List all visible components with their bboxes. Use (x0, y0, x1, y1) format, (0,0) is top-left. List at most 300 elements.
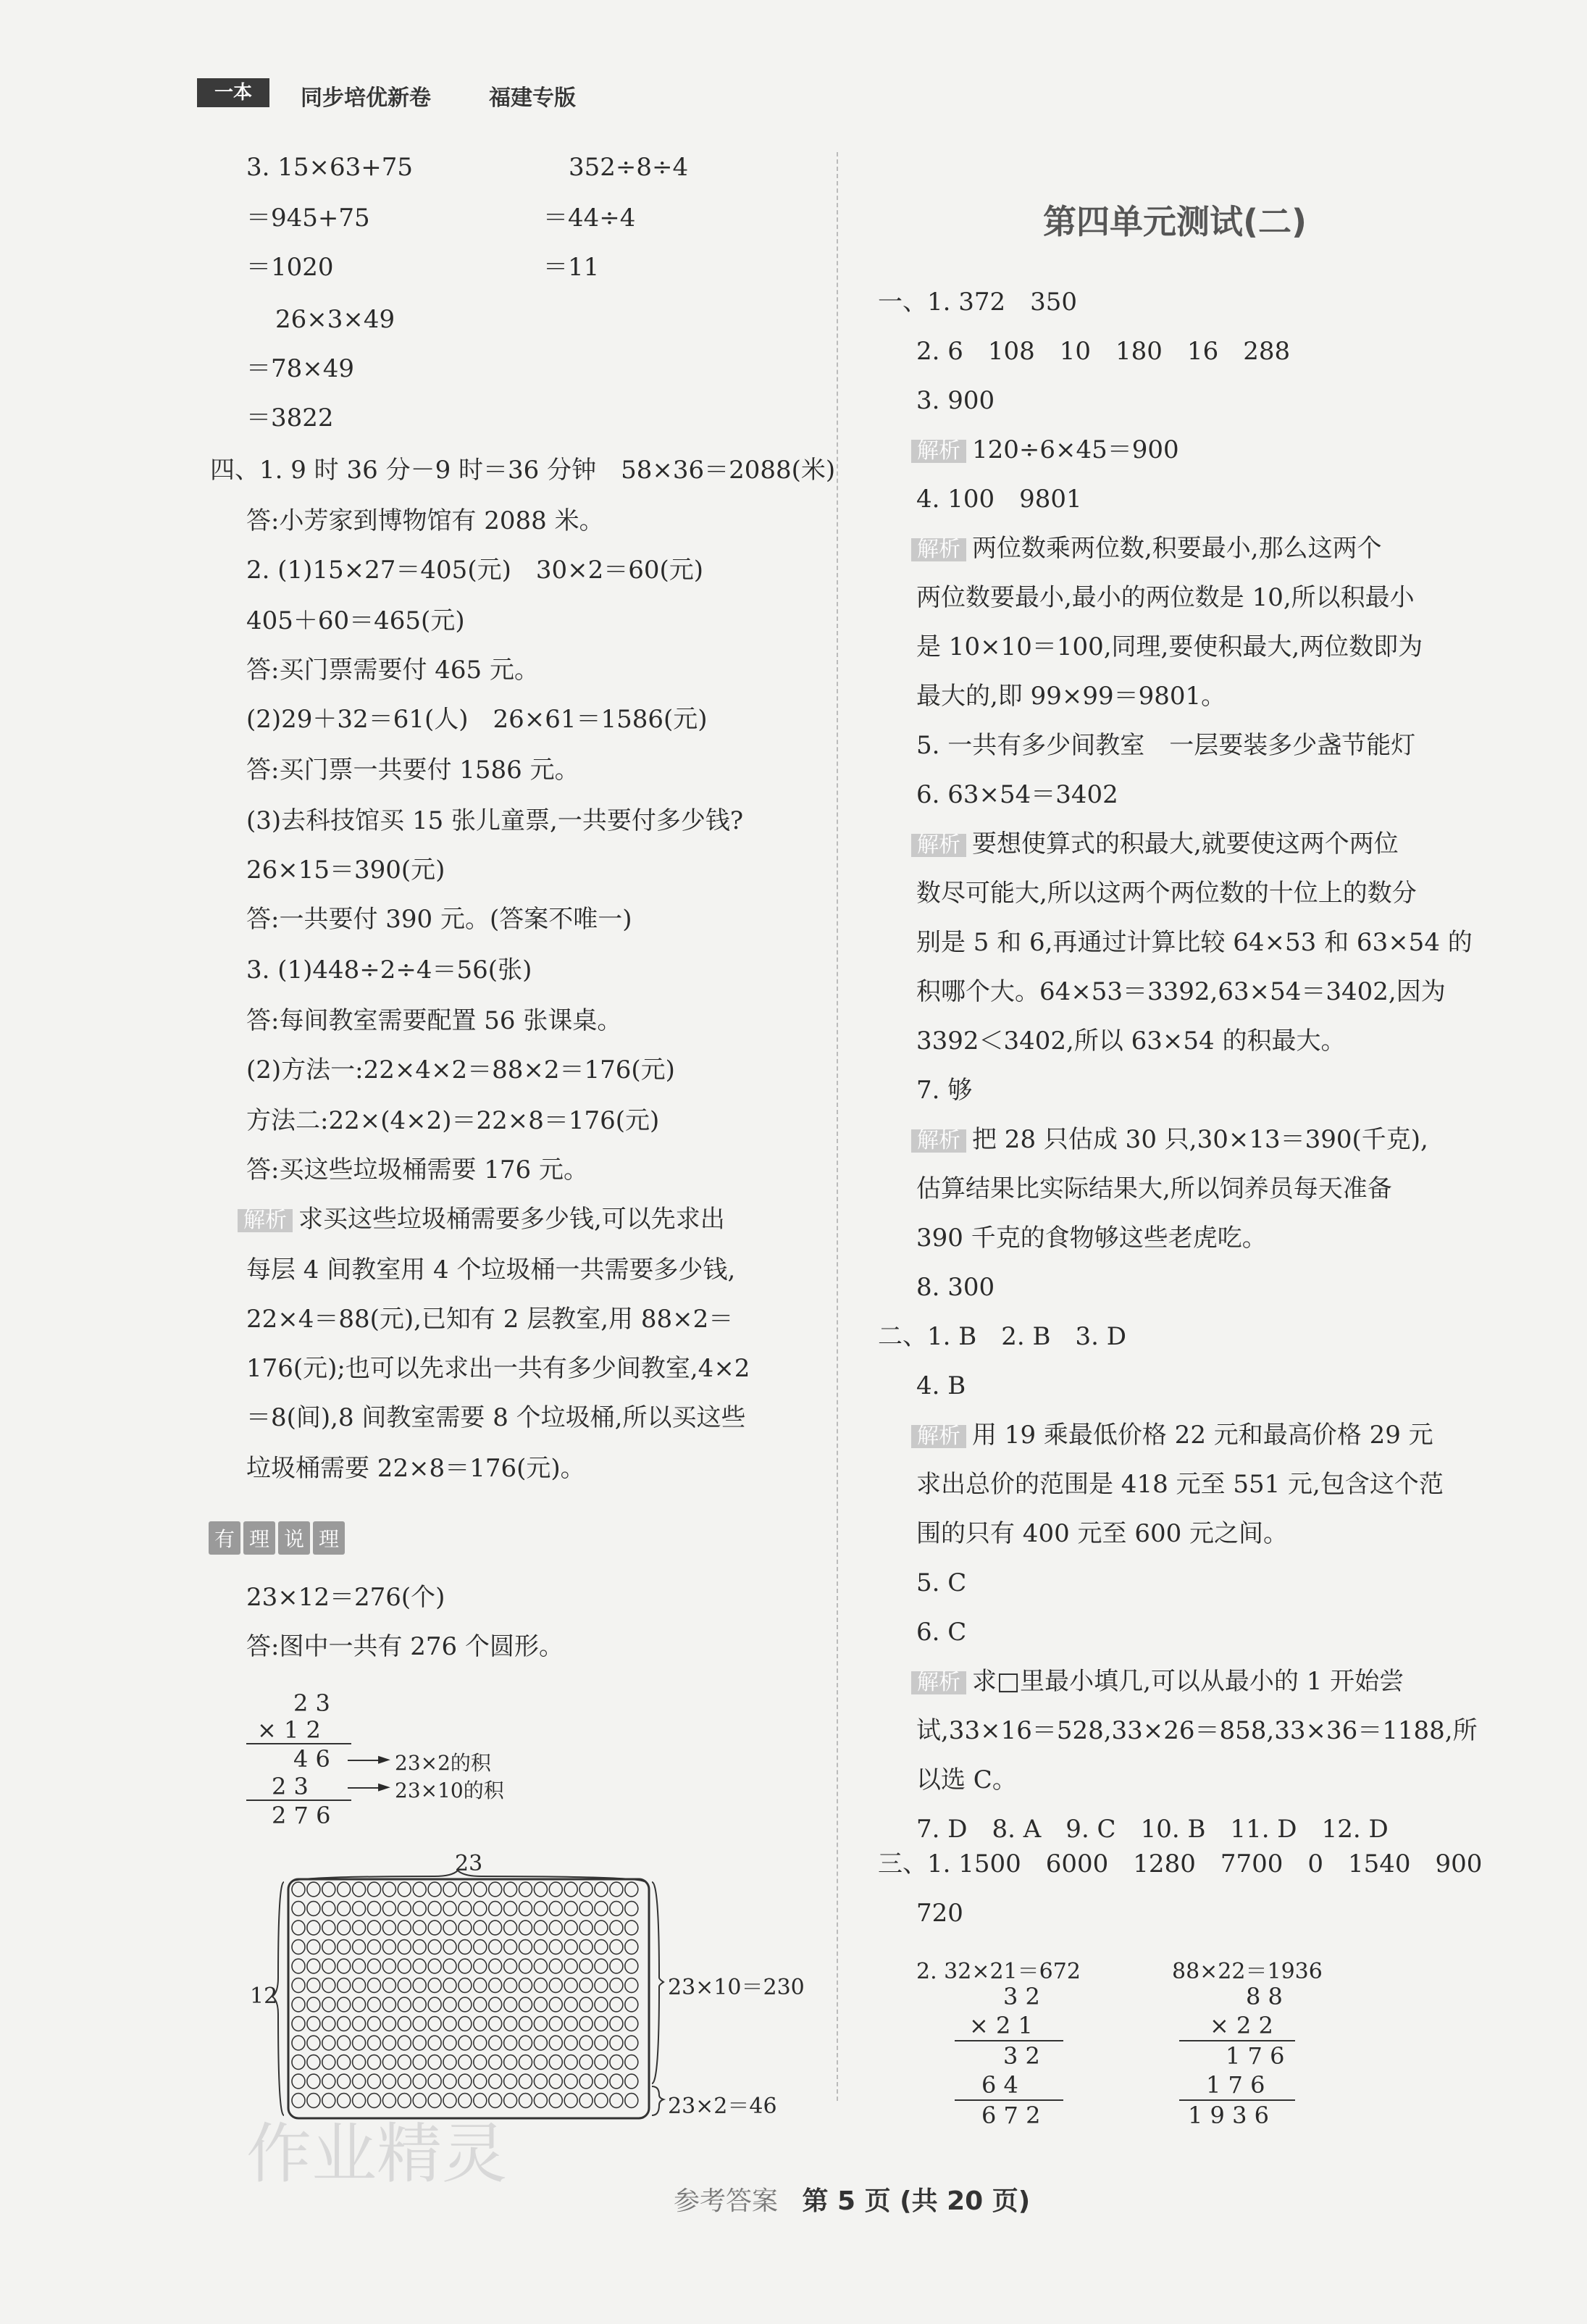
grid-circle (564, 2017, 577, 2031)
grid-circle (519, 2017, 532, 2031)
grid-circle (504, 2055, 517, 2070)
top-brace (291, 1871, 645, 1882)
grid-circle (534, 1959, 547, 1973)
grid-circle (353, 1920, 366, 1935)
grid-circle (338, 2036, 351, 2050)
grid-circle (353, 2055, 366, 2070)
grid-circle (549, 2055, 562, 2070)
grid-circle (610, 1959, 623, 1973)
grid-circle (292, 1940, 305, 1955)
grid-circle (579, 1920, 592, 1935)
answer-line: 23×12＝276(个) (246, 1583, 445, 1612)
answer-line: 3. 900 (916, 386, 995, 415)
grid-circle (307, 1997, 320, 2012)
section-title: 第四单元测试(二) (1043, 202, 1307, 241)
answer-line: 26×15＝390(元) (246, 856, 445, 885)
grid-circle (595, 1920, 608, 1935)
vm-row: 3 2 (1003, 2042, 1040, 2070)
grid-circle (338, 2017, 351, 2031)
calc-line: 3. 15×63+75 (246, 153, 414, 182)
vm-line (1179, 2099, 1295, 2101)
analysis-tag: 解析 (911, 1129, 966, 1153)
analysis-tag: 解析 (911, 1425, 966, 1448)
grid-circle (382, 2055, 395, 2070)
grid-circle (353, 1997, 366, 2012)
grid-circle (564, 2094, 577, 2108)
grid-circle (368, 1882, 381, 1897)
analysis-line: 解析 要想使算式的积最大,就要使这两个两位 (911, 832, 1399, 857)
grid-circle (504, 2017, 517, 2031)
grid-circle (534, 1978, 547, 1993)
analysis-line: 22×4＝88(元),已知有 2 层教室,用 88×2＝ (246, 1305, 734, 1334)
grid-circle (595, 1997, 608, 2012)
answer-line: 方法二:22×(4×2)＝22×8＝176(元) (246, 1106, 660, 1135)
grid-circle (595, 1978, 608, 1993)
answer-line: 405＋60＝465(元) (246, 606, 465, 635)
series-title: 同步培优新卷 (301, 85, 431, 111)
grid-circle (564, 2036, 577, 2050)
grid-circle (534, 1920, 547, 1935)
grid-circle (625, 1882, 638, 1897)
grid-circle (519, 1978, 532, 1993)
grid-circle (428, 1902, 441, 1916)
grid-circle (382, 1920, 395, 1935)
analysis-line: 以选 C。 (916, 1765, 1017, 1794)
circles-group (292, 1882, 638, 2107)
grid-circle (519, 1882, 532, 1897)
answer-line: 5. 一共有多少间教室 一层要装多少盏节能灯 (916, 731, 1416, 760)
grid-circle (443, 1978, 456, 1993)
grid-circle (368, 1902, 381, 1916)
grid-circle (579, 1902, 592, 1916)
grid-circle (489, 2036, 502, 2050)
vm-line (246, 1743, 351, 1744)
grid-circle (579, 2036, 592, 2050)
grid-circle (368, 2074, 381, 2089)
answer-line: 7. 够 (916, 1076, 973, 1105)
answer-line: 二、1. B 2. B 3. D (878, 1322, 1126, 1351)
grid-circle (292, 1959, 305, 1973)
grid-circle (368, 1920, 381, 1935)
grid-circle (398, 1997, 411, 2012)
grid-circle (292, 2074, 305, 2089)
analysis-line: 积哪个大。64×53＝3392,63×54＝3402,因为 (916, 977, 1446, 1006)
grid-circle (382, 2036, 395, 2050)
grid-circle (338, 1978, 351, 1993)
grid-circle (398, 1902, 411, 1916)
grid-circle (474, 1997, 487, 2012)
grid-circle (338, 1882, 351, 1897)
grid-circle (353, 1902, 366, 1916)
grid-circle (353, 1978, 366, 1993)
answer-line: 8. 300 (916, 1273, 995, 1302)
grid-circle (292, 2055, 305, 2070)
grid-circle (579, 1959, 592, 1973)
analysis-line: 解析 用 19 乘最低价格 22 元和最高价格 29 元 (911, 1423, 1433, 1448)
calc-line: 26×3×49 (275, 305, 395, 334)
grid-circle (534, 2036, 547, 2050)
grid-circle (549, 2036, 562, 2050)
grid-circle (338, 2074, 351, 2089)
vm-row: 1 9 3 6 (1188, 2102, 1269, 2129)
grid-circle (534, 1997, 547, 2012)
grid-circle (595, 1959, 608, 1973)
grid-circle (610, 2017, 623, 2031)
grid-circle (610, 2036, 623, 2050)
grid-circle (519, 2074, 532, 2089)
grid-circle (382, 2074, 395, 2089)
grid-circle (595, 1902, 608, 1916)
grid-circle (443, 2036, 456, 2050)
grid-circle (398, 1978, 411, 1993)
grid-circle (292, 1997, 305, 2012)
grid-circle (307, 1940, 320, 1955)
grid-circle (413, 2055, 426, 2070)
grid-circle (534, 2017, 547, 2031)
grid-circle (519, 1902, 532, 1916)
vm-row: × 2 2 (1210, 2012, 1273, 2039)
grid-circle (413, 1902, 426, 1916)
vm-row: × 2 1 (969, 2012, 1033, 2039)
analysis-line: 别是 5 和 6,再通过计算比较 64×53 和 63×54 的 (916, 928, 1473, 957)
grid-circle (338, 2055, 351, 2070)
grid-circle (579, 2074, 592, 2089)
grid-circle (443, 1997, 456, 2012)
grid-circle (322, 2036, 335, 2050)
grid-left-label: 12 (250, 1984, 278, 2009)
grid-circle (564, 1997, 577, 2012)
answer-line: 答:一共要付 390 元。(答案不唯一) (246, 905, 632, 934)
grid-circle (534, 2074, 547, 2089)
analysis-line: 176(元);也可以先求出一共有多少间教室,4×2 (246, 1354, 750, 1383)
vm-row: × 1 2 (257, 1716, 321, 1744)
grid-circle (474, 1882, 487, 1897)
grid-circle (610, 1997, 623, 2012)
grid-circle (489, 2055, 502, 2070)
grid-circle (353, 2036, 366, 2050)
footer (674, 2181, 1030, 2218)
grid-circle (368, 1940, 381, 1955)
grid-circle (413, 1959, 426, 1973)
grid-circle (595, 2094, 608, 2108)
grid-circle (625, 2094, 638, 2108)
grid-circle (428, 1997, 441, 2012)
grid-circle (595, 1940, 608, 1955)
grid-circle (625, 1920, 638, 1935)
answer-line: 6. 63×54＝3402 (916, 780, 1118, 809)
grid-circle (458, 2074, 472, 2089)
answer-line: 答:买门票需要付 465 元。 (246, 656, 539, 685)
vm-row: 8 8 (1246, 1983, 1283, 2010)
grid-circle (519, 2036, 532, 2050)
grid-circle (458, 1997, 472, 2012)
vm-row: 1 7 6 (1226, 2042, 1285, 2070)
grid-circle (307, 1978, 320, 1993)
grid-circle (564, 1902, 577, 1916)
grid-circle (382, 1882, 395, 1897)
grid-right-label: 23×10＝230 (668, 1975, 805, 2000)
grid-circle (322, 1940, 335, 1955)
grid-circle (534, 1882, 547, 1897)
grid-circle (549, 1920, 562, 1935)
grid-circle (443, 1920, 456, 1935)
grid-circle (443, 2074, 456, 2089)
column-divider (837, 152, 838, 2101)
grid-circle (338, 1959, 351, 1973)
grid-circle (458, 1902, 472, 1916)
answer-line: 一、1. 372 350 (878, 288, 1078, 317)
grid-circle (595, 2017, 608, 2031)
grid-circle (292, 1920, 305, 1935)
grid-circle (579, 2055, 592, 2070)
grid-circle (504, 2036, 517, 2050)
grid-circle (458, 1959, 472, 1973)
analysis-line: 估算结果比实际结果大,所以饲养员每天准备 (916, 1174, 1392, 1203)
grid-circle (474, 1940, 487, 1955)
analysis-tag: 解析 (911, 538, 966, 561)
arrow-icon: ► (378, 1750, 390, 1768)
grid-circle (579, 1978, 592, 1993)
grid-circle (458, 1882, 472, 1897)
grid-circle (474, 2074, 487, 2089)
grid-circle (413, 1882, 426, 1897)
grid-circle (428, 1959, 441, 1973)
grid-circle (504, 1978, 517, 1993)
grid-circle (398, 1959, 411, 1973)
grid-circle (519, 2094, 532, 2108)
grid-circle (579, 1940, 592, 1955)
grid-circle (610, 1978, 623, 1993)
grid-circle (489, 1978, 502, 1993)
calc-line: 352÷8÷4 (569, 153, 689, 182)
calc-line: ＝945+75 (246, 204, 370, 233)
grid-circle (307, 1959, 320, 1973)
grid-circle (428, 1882, 441, 1897)
grid-circle (595, 2055, 608, 2070)
vm-annotation: 23×2的积 (395, 1751, 491, 1775)
grid-circle (595, 1882, 608, 1897)
grid-circle (610, 1902, 623, 1916)
grid-circle (368, 2055, 381, 2070)
grid-circle (382, 1997, 395, 2012)
brand-logo: 一本 (197, 78, 269, 107)
grid-circle (322, 1902, 335, 1916)
vm-row: 3 2 (1003, 1983, 1040, 2010)
answer-line: 2. 6 108 10 180 16 288 (916, 337, 1291, 366)
grid-circle (322, 1882, 335, 1897)
grid-circle (519, 1959, 532, 1973)
grid-circle (474, 1959, 487, 1973)
grid-right-label: 23×2＝46 (668, 2094, 777, 2119)
grid-circle (382, 1940, 395, 1955)
grid-circle (338, 1997, 351, 2012)
grid-circle (549, 1997, 562, 2012)
vm-row: 6 4 (981, 2071, 1018, 2099)
answer-line: (2)方法一:22×4×2＝88×2＝176(元) (246, 1056, 675, 1084)
grid-circle (474, 1978, 487, 1993)
grid-circle (489, 1902, 502, 1916)
grid-circle (443, 1959, 456, 1973)
analysis-line: 最大的,即 99×99＝9801。 (916, 682, 1226, 711)
grid-circle (443, 2017, 456, 2031)
grid-circle (625, 1978, 638, 1993)
analysis-line: 两位数要最小,最小的两位数是 10,所以积最小 (916, 583, 1415, 612)
grid-circle (610, 1920, 623, 1935)
grid-circle (549, 1902, 562, 1916)
analysis-line: 围的只有 400 元至 600 元之间。 (916, 1519, 1289, 1548)
grid-circle (564, 1882, 577, 1897)
analysis-line: 每层 4 间教室用 4 个垃圾桶一共需要多少钱, (246, 1255, 736, 1284)
grid-circle (489, 1940, 502, 1955)
grid-circle (474, 1902, 487, 1916)
answer-line: 4. B (916, 1371, 966, 1400)
grid-circle (353, 1940, 366, 1955)
grid-circle (382, 1959, 395, 1973)
calc-line: ＝78×49 (246, 354, 355, 383)
grid-circle (504, 1959, 517, 1973)
grid-circle (504, 1920, 517, 1935)
grid-circle (489, 1882, 502, 1897)
grid-circle (398, 2055, 411, 2070)
grid-circle (322, 2055, 335, 2070)
grid-circle (564, 1959, 577, 1973)
answer-line: 答:买门票一共要付 1586 元。 (246, 756, 579, 785)
grid-circle (413, 2017, 426, 2031)
grid-circle (307, 2055, 320, 2070)
grid-circle (428, 1920, 441, 1935)
grid-circle (322, 1920, 335, 1935)
grid-circle (292, 1978, 305, 1993)
grid-circle (625, 1902, 638, 1916)
grid-circle (504, 2074, 517, 2089)
grid-circle (292, 2017, 305, 2031)
answer-line: 7. D 8. A 9. C 10. B 11. D 12. D (916, 1815, 1389, 1844)
grid-circle (625, 1997, 638, 2012)
answer-line: 答:图中一共有 276 个圆形。 (246, 1632, 564, 1661)
analysis-line: 试,33×16＝528,33×26＝858,33×36＝1188,所 (916, 1716, 1478, 1745)
grid-circle (549, 1959, 562, 1973)
grid-circle (549, 2017, 562, 2031)
grid-circle (489, 1959, 502, 1973)
grid-circle (564, 2074, 577, 2089)
grid-circle (458, 2055, 472, 2070)
grid-circle (489, 2074, 502, 2089)
vm-row: 2 3 (272, 1773, 309, 1800)
grid-circle (443, 1940, 456, 1955)
grid-circle (353, 1882, 366, 1897)
analysis-line: ＝8(间),8 间教室需要 8 个垃圾桶,所以买这些 (246, 1403, 746, 1432)
circle-grid-figure (268, 1869, 674, 2123)
analysis-line: 数尽可能大,所以这两个两位数的十位上的数分 (916, 879, 1417, 908)
grid-circle (579, 2094, 592, 2108)
grid-circle (610, 2074, 623, 2089)
grid-circle (443, 2055, 456, 2070)
grid-circle (353, 2074, 366, 2089)
grid-circle (474, 2055, 487, 2070)
grid-circle (307, 2017, 320, 2031)
grid-circle (534, 1902, 547, 1916)
grid-circle (338, 1902, 351, 1916)
grid-circle (474, 2017, 487, 2031)
grid-circle (610, 2055, 623, 2070)
analysis-line: 垃圾桶需要 22×8＝176(元)。 (246, 1454, 585, 1483)
vm-line (955, 2040, 1063, 2041)
answer-line: 2. (1)15×27＝405(元) 30×2＝60(元) (246, 556, 704, 585)
calc-line: ＝1020 (246, 253, 334, 282)
grid-circle (519, 2055, 532, 2070)
grid-circle (382, 1978, 395, 1993)
analysis-line: 解析 两位数乘两位数,积要最小,那么这两个 (911, 536, 1382, 561)
grid-circle (368, 2036, 381, 2050)
vm-row: 4 6 (293, 1745, 330, 1773)
grid-circle (428, 2055, 441, 2070)
grid-circle (489, 2017, 502, 2031)
answer-line: 三、1. 1500 6000 1280 7700 0 1540 900 (878, 1849, 1483, 1878)
grid-circle (307, 1882, 320, 1897)
grid-circle (564, 2055, 577, 2070)
grid-circle (322, 2017, 335, 2031)
right-brace-10 (652, 1882, 663, 2083)
grid-circle (625, 2055, 638, 2070)
grid-circle (625, 2017, 638, 2031)
grid-circle (549, 1940, 562, 1955)
grid-circle (413, 1978, 426, 1993)
answer-line: 答:每间教室需要配置 56 张课桌。 (246, 1006, 622, 1035)
analysis-line: 解析 120÷6×45＝900 (911, 438, 1179, 463)
vm-line (1179, 2040, 1295, 2041)
analysis-tag: 解析 (238, 1209, 293, 1232)
analysis-line: 3392＜3402,所以 63×54 的积最大。 (916, 1027, 1346, 1056)
edition-label: 福建专版 (489, 85, 576, 111)
grid-circle (443, 1902, 456, 1916)
answer-line: 四、1. 9 时 36 分－9 时＝36 分钟 58×36＝2088(米) (210, 456, 836, 485)
grid-circle (519, 1920, 532, 1935)
grid-circle (398, 2017, 411, 2031)
grid-circle (368, 2017, 381, 2031)
grid-circle (458, 1940, 472, 1955)
grid-circle (322, 1978, 335, 1993)
answer-line: 720 (916, 1899, 963, 1928)
grid-circle (579, 2017, 592, 2031)
analysis-line: 解析 把 28 只估成 30 只,30×13＝390(千克), (911, 1127, 1428, 1153)
vm-row: 1 7 6 (1206, 2071, 1265, 2099)
grid-circle (549, 1978, 562, 1993)
analysis-tag: 解析 (911, 440, 966, 463)
grid-circle (338, 1940, 351, 1955)
grid-circle (368, 1978, 381, 1993)
grid-circle (398, 2036, 411, 2050)
grid-circle (504, 1882, 517, 1897)
grid-circle (504, 1902, 517, 1916)
arrow-icon: ► (378, 1778, 390, 1796)
vm-row: 6 7 2 (981, 2102, 1041, 2129)
grid-circle (428, 2074, 441, 2089)
grid-circle (458, 1920, 472, 1935)
grid-circle (368, 1997, 381, 2012)
grid-circle (534, 2094, 547, 2108)
left-brace (272, 1882, 284, 2115)
grid-circle (519, 1997, 532, 2012)
grid-circle (564, 1940, 577, 1955)
answer-line: 答:买这些垃圾桶需要 176 元。 (246, 1155, 588, 1184)
grid-circle (489, 1920, 502, 1935)
grid-circle (322, 2074, 335, 2089)
grid-circle (443, 1882, 456, 1897)
answer-line: 88×22＝1936 (1172, 1959, 1323, 1984)
grid-circle (428, 1940, 441, 1955)
vm-annotation: 23×10的积 (395, 1778, 504, 1802)
grid-circle (413, 1940, 426, 1955)
